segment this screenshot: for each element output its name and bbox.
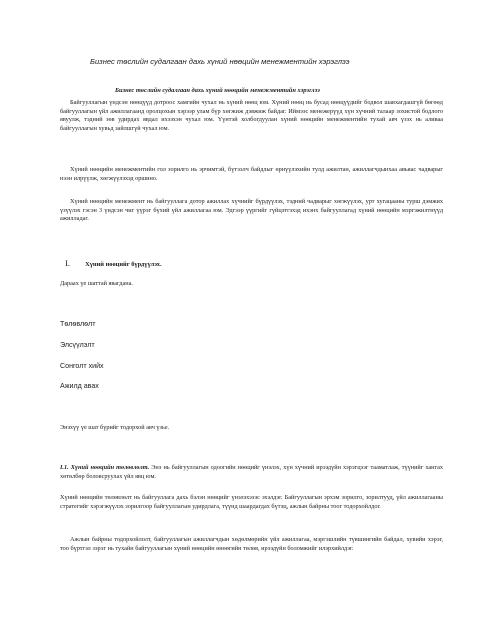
heading-text: Хүний нөөцийг бүрдүүлэх. — [85, 261, 162, 268]
section-heading: Бизнес төслийн судалгаан дахь хүний нөөцийн менежментийн хэрэглээ — [115, 87, 320, 94]
paragraph-intro: Байгууллагын үндсэн нөөцүүд дотроос хамгийн чухал нь хүний нөөц юм. Хүний нөөц нь бусад нөөцүүдийг бодвол шавхагдашгүй бөгөөд байгууллагын үйл ажиллагаанд оролцохын хэрээр улам бүр хөгжиж дэвжиж байдаг. Иймээс менежерүүд хүн хүчний талаар зохистой бодлого явуулж, тэдний зөв удирдах явдал ихээхэн чухал юм. Үүнтэй холбогдуулан хүний нөөцийн менежментийн тухай авч үзэх нь аливаа байгууллагын хувьд зайлшгүй чухал юм. — [60, 99, 443, 133]
paragraph-planning-definition — [60, 464, 443, 481]
list-item-attraction: Элсүүлэлт — [60, 341, 95, 349]
heading-recruitment — [65, 258, 162, 268]
heading-number: I. — [65, 258, 70, 268]
paragraph-goal: Хүний нөөцийн менежментийн гол зорилго нь эрчимтэй, бүтээлч байдлыг өрнүүлэхийн тулд ажилтан, ажиллагчдынхаа авьяас чадварыг нээн илрүүлж, хөгжүүлэхэд оршино. — [60, 166, 443, 182]
paragraph-job-description: Ажлын байрны тодорхойлолт, байгууллагын ажиллагчдын хөдөлмөрийн үйл ажиллагаа, мэргэшлийн түвшингийн байдал, хувийн хэрэг, тоо бүртгэл зэрэг нь тухайн байгууллагын хүний нөөцийн өнөөгийн төлөв, ирээдүйн боломжийг илэрхийлдэг. — [60, 536, 443, 552]
paragraph-stage-detail: Энэхүү үе шат бүрийг тодорхой авч үзье. — [60, 424, 170, 431]
list-item-hiring: Ажилд авах — [60, 382, 99, 390]
list-item-selection: Сонголт хийх — [60, 362, 104, 370]
list-item-planning: Тѳлѳвлѳлт — [60, 320, 96, 328]
paragraph-planning-text: Энэ нь байгууллагын одоогийн нөөцийг үнэлэх, хүн хүчний ирээдүйн хэрэгцээг тааматлаж, түүнийг хангах хөтөлбөр боловсруулах үйл явц юм. — [60, 464, 443, 480]
subsection-label: I.1. Хүний нөөцийн төлөвлөлт. — [60, 464, 150, 471]
paragraph-planning-assessment: Хүний нөөцийн төлөвлөлт нь байгууллага дахь бэлэн нөөцийг үнэлэхэээс эхэлдэг. Байгууллагын эрхэм зорилго, зорилтууд, үйл ажиллагааны стратегийг хэрэгжүүлэх зорилгоор байгууллагын удирдлага, түүнд шаардагдах бүтэц, ажлын байрны тоог тодорхойлдог. — [60, 494, 443, 510]
paragraph-stages-intro: Дараах үе шаттай явагдана. — [60, 280, 133, 287]
paragraph-functions: Хүний нөөцийн менежмент нь байгууллага дотор ажиллах хүчнийг бүрдүүлэх, тэдний чадварыг хөгжүүлэх, урт хугацааны турш дэмжих үзүүлэх гэсэн 3 үндсэн чиг үүрэг бүхий үйл ажиллагаа юм. Эдгээр үүргийг гүйцэтгэхэд ихэнх байгууллагад хүний нөөцийн мэргэжилтнүүд ажилладаг. — [60, 198, 443, 223]
document-title: Бизнес тѳслийн судалгаан дахь хүний нөөцийн менежментийн хэрэглээ — [90, 57, 350, 66]
